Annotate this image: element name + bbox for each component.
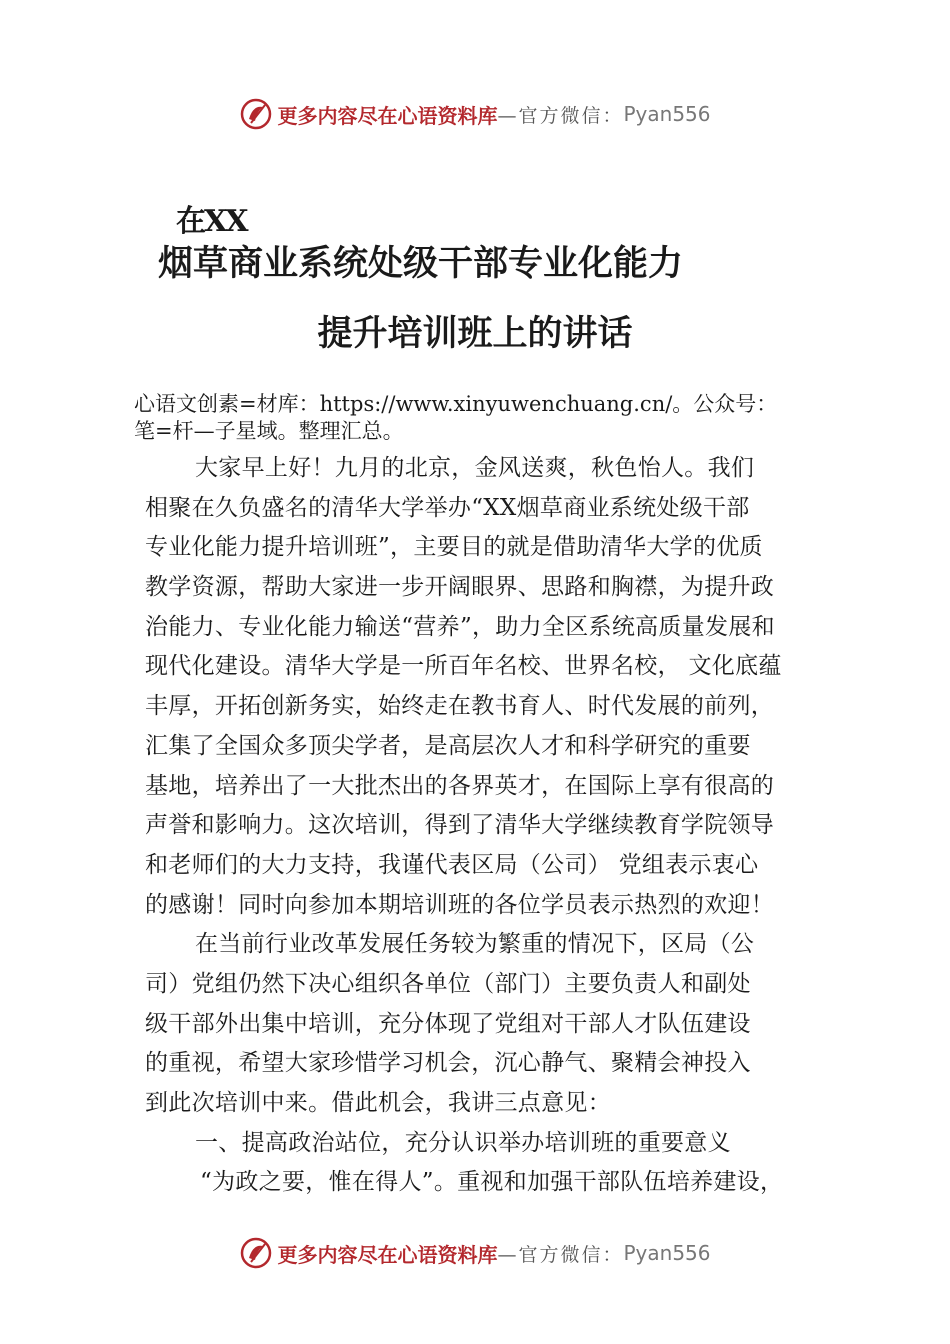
body-line: 声誉和影响力。这次培训，得到了清华大学继续教育学院领导: [145, 812, 775, 839]
body-line: 在当前行业改革发展任务较为繁重的情况下，区局（公: [195, 931, 755, 958]
banner-wechat-id: Pyan556: [623, 1241, 711, 1265]
source-note: [134, 391, 854, 445]
body-line: 级干部外出集中培训，充分体现了党组对干部人才队伍建设: [145, 1010, 751, 1037]
body-line: 汇集了全国众多顶尖学者，是高层次人才和科学研究的重要: [145, 732, 751, 759]
body-line: 大家早上好！九月的北京，金风送爽，秋色怡人。我们: [195, 455, 755, 481]
body-line: 到此次培训中来。借此机会，我讲三点意见：: [145, 1090, 611, 1116]
library-logo-icon: [239, 97, 273, 131]
banner-wechat-label: —官方微信：: [497, 1243, 624, 1266]
body-line: 和老师们的大力支持，我谨代表区局（公司） 党组表示衷心: [145, 851, 759, 878]
body-line: 教学资源，帮助大家进一步开阔眼界、思路和胸襟，为提升政: [145, 574, 775, 601]
body-line: 的感谢！同时向参加本期培训班的各位学员表示热烈的欢迎！: [145, 891, 775, 918]
header-banner: [0, 94, 950, 134]
banner-lead-text: 更多内容尽在心语资料库: [277, 103, 498, 128]
body-line: 的重视，希望大家珍惜学习机会，沉心静气、聚精会神投入: [145, 1050, 751, 1077]
body-line: 司）党组仍然下决心组织各单位（部门）主要负责人和副处: [145, 970, 751, 997]
page-title-line-2: 提升培训班上的讲话: [317, 314, 633, 354]
body-line: 相聚在久负盛名的清华大学举办“XX烟草商业系统处级干部: [145, 494, 750, 521]
source-note-line-1: 心语文创素=材库：https://www.xinyuwenchuang.cn/。公众号：: [134, 392, 778, 416]
library-logo-icon: [239, 1236, 273, 1270]
body-line: 现代化建设。清华大学是一所百年名校、世界名校， 文化底蕴: [145, 653, 782, 680]
speech-body: [145, 449, 825, 1203]
body-line: 专业化能力提升培训班”，主要目的就是借助清华大学的优质: [145, 534, 763, 561]
body-line: 治能力、专业化能力输送“营养”，助力全区系统高质量发展和: [145, 613, 775, 640]
footer-banner: [0, 1233, 950, 1273]
body-line: 丰厚，开拓创新务实，始终走在教书育人、时代发展的前列，: [145, 693, 775, 720]
page-title-line-1: 烟草商业系统处级干部专业化能力: [158, 244, 684, 284]
body-line: 基地，培养出了一大批杰出的各界英才，在国际上享有很高的: [145, 772, 775, 799]
banner-lead-text: 更多内容尽在心语资料库: [277, 1242, 498, 1267]
banner-wechat-label: —官方微信：: [497, 104, 624, 127]
banner-wechat-id: Pyan556: [623, 102, 711, 126]
body-line: “为政之要，惟在得人”。重视和加强干部队伍培养建设，: [200, 1169, 784, 1196]
section-heading-1: 一、提高政治站位，充分认识举办培训班的重要意义: [195, 1129, 731, 1156]
source-note-line-2: 笔=杆—子星域。整理汇总。: [134, 419, 404, 443]
title-prefix: 在XX: [176, 204, 247, 239]
